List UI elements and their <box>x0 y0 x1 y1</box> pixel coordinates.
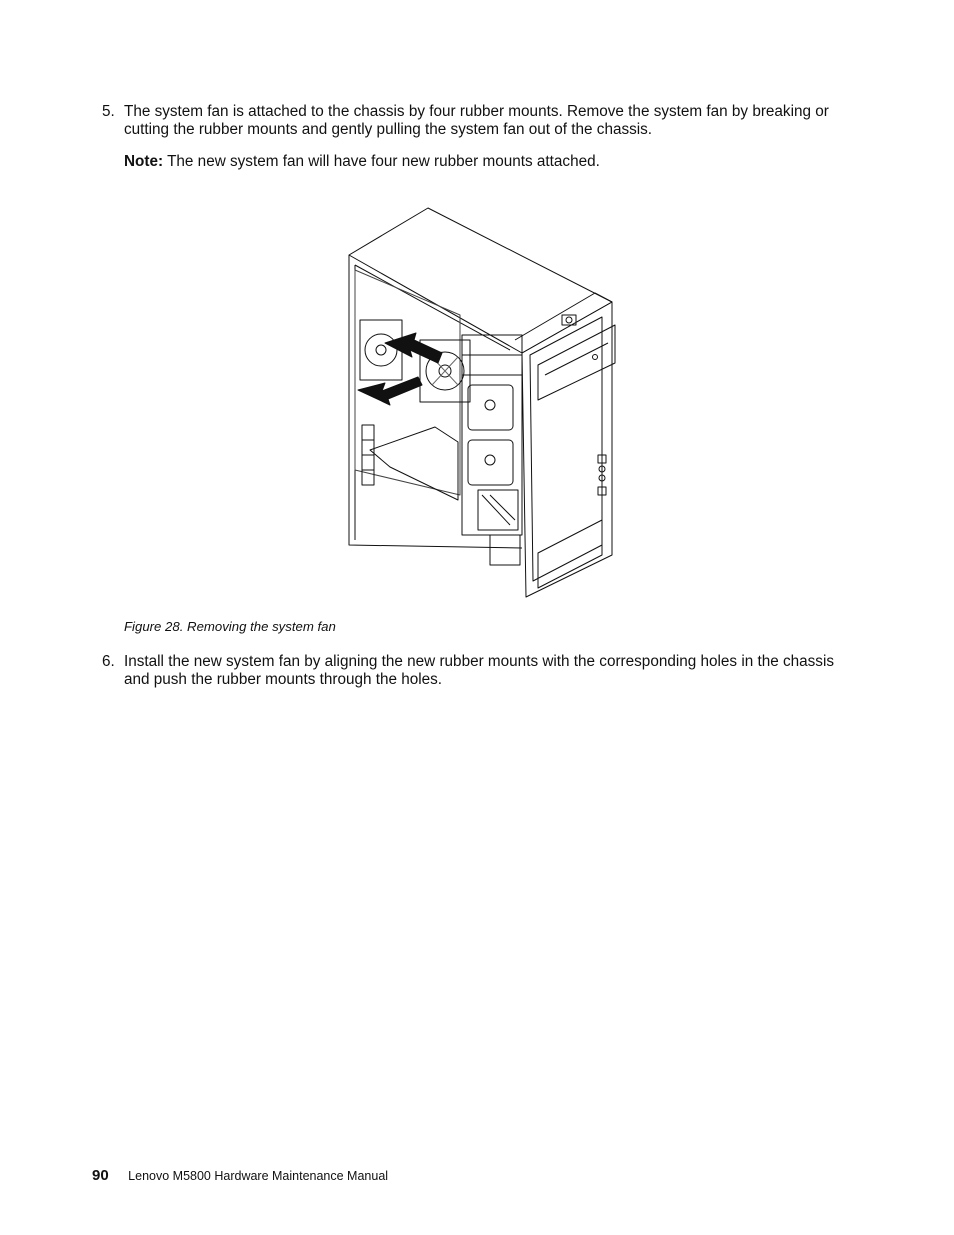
page-footer <box>92 1167 388 1184</box>
step-text: Install the new system fan by aligning the new rubber mounts with the corresponding holes in the chassis and push the rubber mounts through the holes. <box>124 653 834 688</box>
note <box>124 153 600 171</box>
step-6 <box>102 653 862 688</box>
step-number: 5. <box>102 103 115 120</box>
manual-title: Lenovo M5800 Hardware Maintenance Manual <box>128 1169 389 1183</box>
note-text: The new system fan will have four new rubber mounts attached. <box>167 153 600 170</box>
page-number: 90 <box>92 1167 109 1184</box>
step-number: 6. <box>102 653 115 670</box>
step-5 <box>102 103 862 138</box>
figure-caption: Figure 28. Removing the system fan <box>124 619 336 634</box>
system-fan-removal-illustration <box>340 205 635 600</box>
note-label: Note: <box>124 153 164 170</box>
step-text: The system fan is attached to the chassis by four rubber mounts. Remove the system fan by breaking or cutting the rubber mounts and gently pulling the system fan out of the chassis. <box>124 103 829 138</box>
